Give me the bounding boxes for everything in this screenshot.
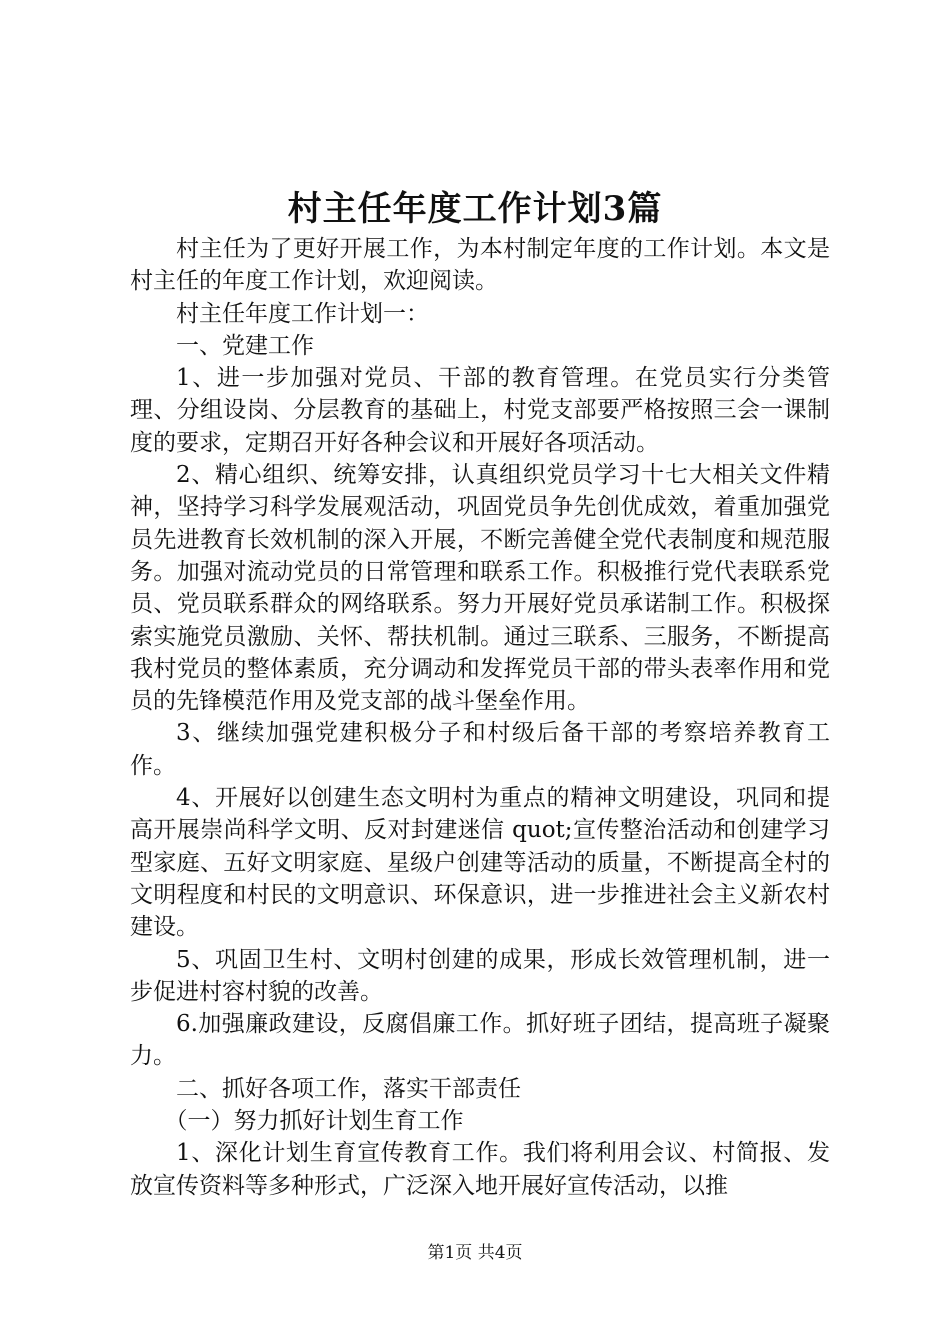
item-paragraph-family-planning-1: 1、深化计划生育宣传教育工作。我们将利用会议、村简报、发放宣传资料等多种形式，广泛深入地开展好宣传活动，以推 <box>130 1140 830 1199</box>
section-heading-work-duties: 二、抓好各项工作，落实干部责任 <box>176 1075 521 1102</box>
plan-one-heading: 村主任年度工作计划一： <box>176 300 429 327</box>
item-paragraph-4: 4、开展好以创建生态文明村为重点的精神文明建设，巩同和提高开展崇尚科学文明、反对封建迷信 quot;宣传整治活动和创建学习型家庭、五好文明家庭、星级户创建等活动的质量，不断提高全村的文明程度和村民的文明意识、环保意识，进一步推进社会主义新农村建设。 <box>130 785 830 941</box>
section-heading-party-building: 一、党建工作 <box>176 332 314 359</box>
document-title: 村主任年度工作计划3篇 <box>287 189 663 229</box>
document-body <box>130 233 830 1202</box>
item-paragraph-3: 3、继续加强党建积极分子和村级后备干部的考察培养教育工作。 <box>130 720 830 779</box>
item-paragraph-5: 5、巩固卫生村、文明村创建的成果，形成长效管理机制，进一步促进村容村貌的改善。 <box>130 946 830 1005</box>
subsection-heading-family-planning: （一）努力抓好计划生育工作 <box>164 1108 464 1135</box>
item-paragraph-1: 1、进一步加强对党员、干部的教育管理。在党员实行分类管理、分组设岗、分层教育的基础上，村党支部要严格按照三会一课制度的要求，定期召开好各种会议和开展好各项活动。 <box>130 365 830 456</box>
item-paragraph-6: 6.加强廉政建设，反腐倡廉工作。抓好班子团结，提高班子凝聚力。 <box>130 1011 830 1070</box>
item-paragraph-2: 2、精心组织、统筹安排，认真组织党员学习十七大相关文件精神，坚持学习科学发展观活动，巩固党员争先创优成效，着重加强党员先进教育长效机制的深入开展，不断完善健全党代表制度和规范服务。加强对流动党员的日常管理和联系工作。积极推行党代表联系党员、党员联系群众的网络联系。努力开展好党员承诺制工作。积极探索实施党员激励、关怀、帮扶机制。通过三联系、三服务，不断提高我村党员的整体素质，充分调动和发挥党员干部的带头表率作用和党员的先锋模范作用及党支部的战斗堡垒作用。 <box>130 462 830 715</box>
intro-paragraph: 村主任为了更好开展工作，为本村制定年度的工作计划。本文是村主任的年度工作计划，欢迎阅读。 <box>130 236 830 295</box>
page-footer: 第1页 共4页 <box>427 1243 523 1263</box>
